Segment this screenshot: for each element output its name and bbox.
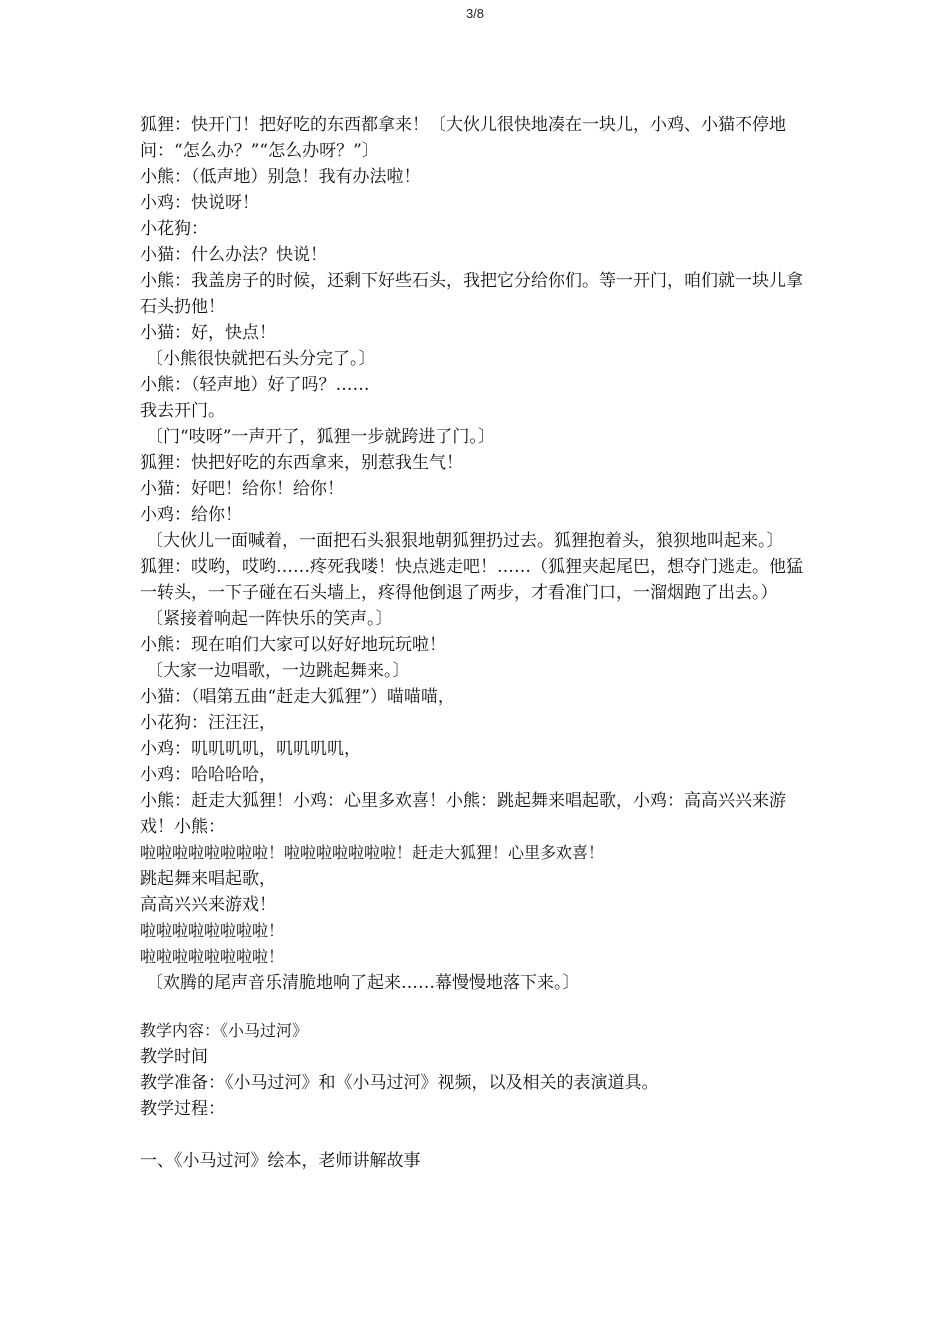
stage-direction: 〔小熊很快就把石头分完了。〕 (146, 349, 376, 369)
dialogue-line: 小猫：（唱第五曲“赶走大狐狸”）喵喵喵， (140, 687, 455, 707)
lesson-time: 教学时间 (140, 1047, 208, 1067)
dialogue-line: 小熊：（轻声地）好了吗？…… (140, 375, 370, 395)
stage-direction: 〔欢腾的尾声音乐清脆地响了起来……幕慢慢地落下来。〕 (146, 973, 580, 993)
dialogue-line: 啦啦啦啦啦啦啦啦！ (140, 947, 285, 966)
dialogue-line: 小鸡：哈哈哈哈， (140, 765, 276, 785)
dialogue-line: 小鸡：快说呀！ (140, 193, 259, 213)
dialogue-line: 小鸡：给你！ (140, 505, 242, 525)
dialogue-line: 狐狸：快把好吃的东西拿来，别惹我生气！ (140, 453, 463, 473)
dialogue-line: 小猫：好吧！给你！给你！ (140, 479, 344, 499)
dialogue-line: 小花狗： (140, 219, 208, 239)
dialogue-line: 啦啦啦啦啦啦啦啦！啦啦啦啦啦啦啦！赶走大狐狸！心里多欢喜！ (140, 843, 605, 862)
section-gap (140, 1122, 815, 1148)
dialogue-line: 小熊：我盖房子的时候，还剩下好些石头，我把它分给你们。等一开门，咱们就一块儿拿石头扔他！ (140, 271, 803, 317)
dialogue-line: 小猫：好，快点！ (140, 323, 276, 343)
play-script (140, 112, 815, 996)
dialogue-line: 小猫：什么办法？快说！ (140, 245, 327, 265)
dialogue-line: 小花狗：汪汪汪， (140, 713, 276, 733)
dialogue-line: 小熊：（低声地）别急！我有办法啦！ (140, 167, 421, 187)
section-gap (140, 996, 815, 1018)
dialogue-line: 高高兴兴来游戏！ (140, 895, 276, 915)
dialogue-line: 小熊：现在咱们大家可以好好地玩玩啦！ (140, 635, 446, 655)
dialogue-line: 狐狸：快开门！把好吃的东西都拿来！〔大伙儿很快地凑在一块儿，小鸡、小猫不停地问：“怎么办？”“怎么办呀？”〕 (140, 115, 786, 161)
stage-direction: 〔大伙儿一面喊着，一面把石头狠狠地朝狐狸扔过去。狐狸抱着头，狼狈地叫起来。〕 (146, 531, 784, 551)
dialogue-line: 跳起舞来唱起歌， (140, 869, 276, 889)
dialogue-line: 小熊：赶走大狐狸！小鸡：心里多欢喜！小熊：跳起舞来唱起歌，小鸡：高高兴兴来游戏！小熊： (140, 791, 786, 837)
stage-direction: 〔门“吱呀”一声开了，狐狸一步就跨进了门。〕 (146, 427, 495, 447)
lesson-process: 教学过程： (140, 1099, 225, 1119)
page-number: 3/8 (465, 6, 485, 21)
section-heading-one: 一、《小马过河》绘本，老师讲解故事 (140, 1151, 421, 1171)
stage-direction: 〔大家一边唱歌，一边跳起舞来。〕 (146, 661, 410, 681)
document-body (140, 112, 815, 1174)
lesson-content: 教学内容：《小马过河》 (140, 1021, 309, 1040)
stage-direction: 〔紧接着响起一阵快乐的笑声。〕 (146, 609, 393, 629)
lesson-preparation: 教学准备：《小马过河》和《小马过河》视频，以及相关的表演道具。 (140, 1073, 659, 1093)
dialogue-line: 狐狸：哎哟，哎哟……疼死我喽！快点逃走吧！……（狐狸夹起尾巴，想夺门逃走。他猛一转头，一下子碰在石头墙上，疼得他倒退了两步，才看准门口，一溜烟跑了出去。） (140, 557, 803, 603)
dialogue-line: 啦啦啦啦啦啦啦啦！ (140, 921, 285, 940)
dialogue-line: 小鸡：叽叽叽叽，叽叽叽叽， (140, 739, 361, 759)
dialogue-line: 我去开门。 (140, 401, 225, 421)
